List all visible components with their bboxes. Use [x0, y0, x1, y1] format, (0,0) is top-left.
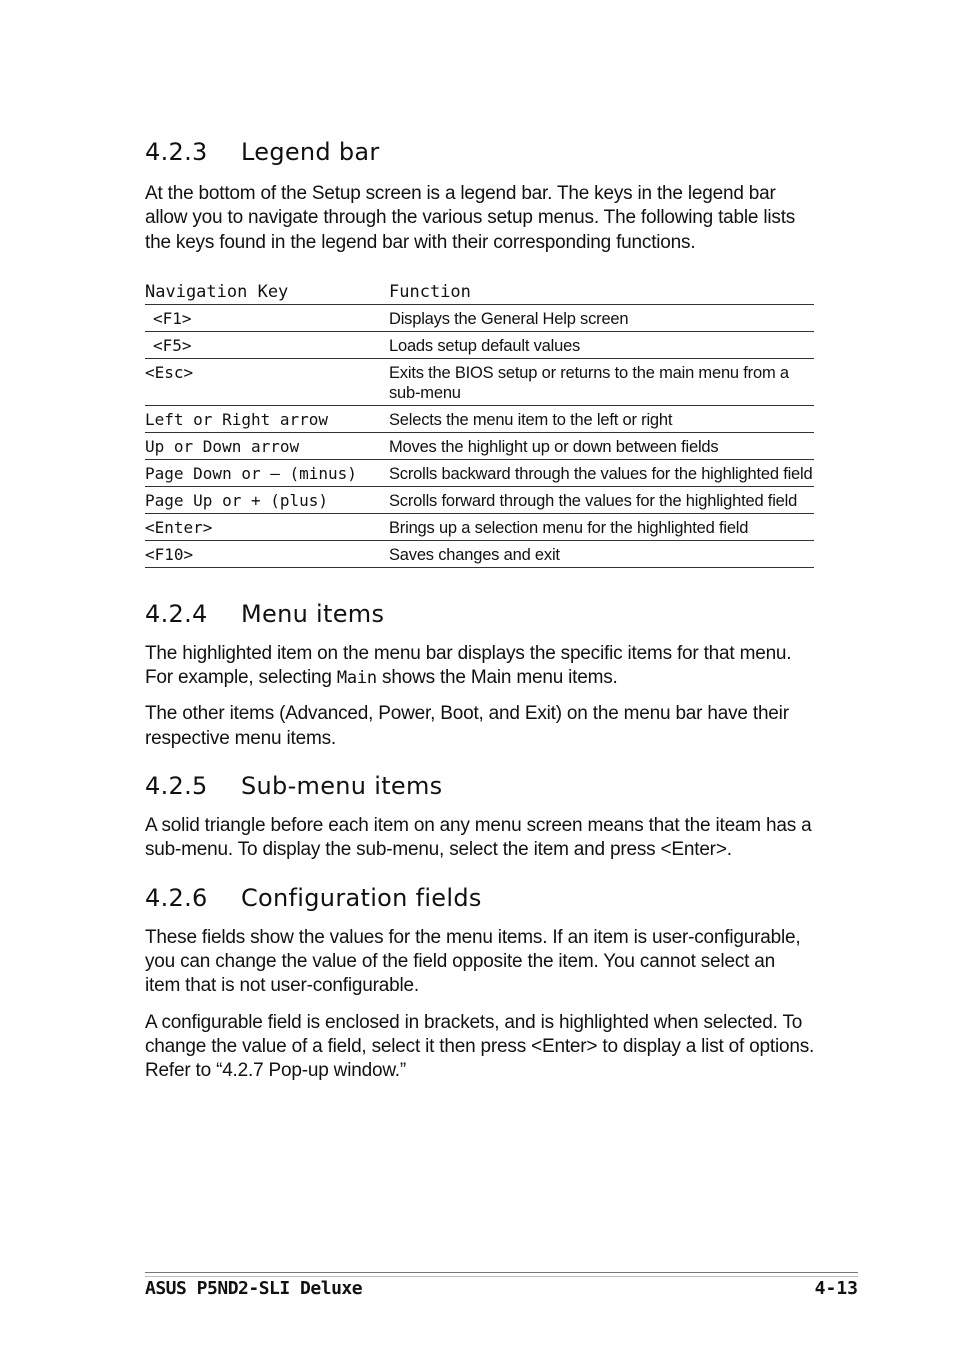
table-row [145, 540, 814, 567]
section-title: Legend bar [241, 138, 380, 166]
key-cell: Page Up or + (plus) [145, 486, 389, 513]
menu-items-intro-text: The highlighted item on the menu bar displays the specific items for that menu. For example, selecting [145, 642, 792, 689]
column-header-navigation-key: Navigation Key [145, 278, 389, 305]
key-cell: Left or Right arrow [145, 405, 389, 432]
table-row [145, 432, 814, 459]
legend-bar-paragraph: At the bottom of the Setup screen is a legend bar. The keys in the legend bar allow you to navigate through the various setup menus. The following table lists the keys found in the legend bar with their corresponding functions. [145, 183, 796, 253]
table-row [145, 405, 814, 432]
key-cell: <Esc> [145, 358, 389, 405]
menu-items-paragraph [145, 642, 815, 691]
section-heading-menu-items [145, 600, 815, 628]
table-row [145, 304, 814, 331]
key-cell: Page Down or – (minus) [145, 459, 389, 486]
section-number: 4.2.3 [145, 138, 208, 166]
function-cell: Exits the BIOS setup or returns to the main menu from a sub-menu [389, 358, 814, 405]
section-number: 4.2.5 [145, 772, 208, 801]
section-heading-configuration-fields [145, 884, 815, 912]
table-row [145, 459, 814, 486]
column-header-function: Function [389, 278, 814, 305]
menu-items-intro-tail: shows the Main menu items. [376, 667, 618, 689]
legend-keys-table [145, 278, 814, 568]
table-row [145, 486, 814, 513]
section-heading-sub-menu-items [145, 772, 815, 800]
section-title: Sub-menu items [241, 772, 443, 801]
function-cell: Scrolls backward through the values for the highlighted field [389, 459, 814, 486]
table-header-row [145, 278, 814, 305]
function-cell: Brings up a selection menu for the highlighted field [389, 513, 814, 540]
footer-page-number: 4-13 [814, 1278, 858, 1299]
function-cell: Displays the General Help screen [389, 304, 814, 331]
key-cell: Up or Down arrow [145, 432, 389, 459]
main-menu-name: Main [336, 668, 377, 689]
section-title: Configuration fields [241, 883, 482, 912]
function-cell: Saves changes and exit [389, 540, 814, 567]
configuration-fields-paragraph-1: These fields show the values for the menu items. If an item is user-configurable, you can change the value of the field opposite the item. You cannot select an item that is not user-configurable. [145, 926, 801, 997]
section-number: 4.2.6 [145, 883, 208, 912]
key-cell: <Enter> [145, 513, 389, 540]
footer-product-name: ASUS P5ND2-SLI Deluxe [145, 1278, 363, 1299]
table-row [145, 513, 814, 540]
footer-divider [145, 1272, 858, 1277]
function-cell: Loads setup default values [389, 331, 814, 358]
section-heading-legend-bar [145, 138, 815, 166]
configuration-fields-paragraph-2: A configurable field is enclosed in brackets, and is highlighted when selected. To change the value of a field, select it then press <Enter> to display a list of options. Refer to “4.2.7 Pop-up window.” [145, 1011, 815, 1082]
key-cell: <F5> [145, 331, 389, 358]
page-content [145, 138, 815, 1083]
table-row [145, 331, 814, 358]
key-cell: <F1> [145, 304, 389, 331]
function-cell: Moves the highlight up or down between fields [389, 432, 814, 459]
key-cell: <F10> [145, 540, 389, 567]
sub-menu-items-paragraph: A solid triangle before each item on any menu screen means that the iteam has a sub-menu. To display the sub-menu, select the item and press <Enter>. [145, 815, 812, 861]
function-cell: Selects the menu item to the left or right [389, 405, 814, 432]
section-number: 4.2.4 [145, 599, 208, 628]
table-row [145, 358, 814, 405]
menu-items-paragraph-2: The other items (Advanced, Power, Boot, and Exit) on the menu bar have their respective menu items. [145, 703, 789, 749]
function-cell: Scrolls forward through the values for the highlighted field [389, 486, 814, 513]
section-title: Menu items [241, 599, 385, 628]
